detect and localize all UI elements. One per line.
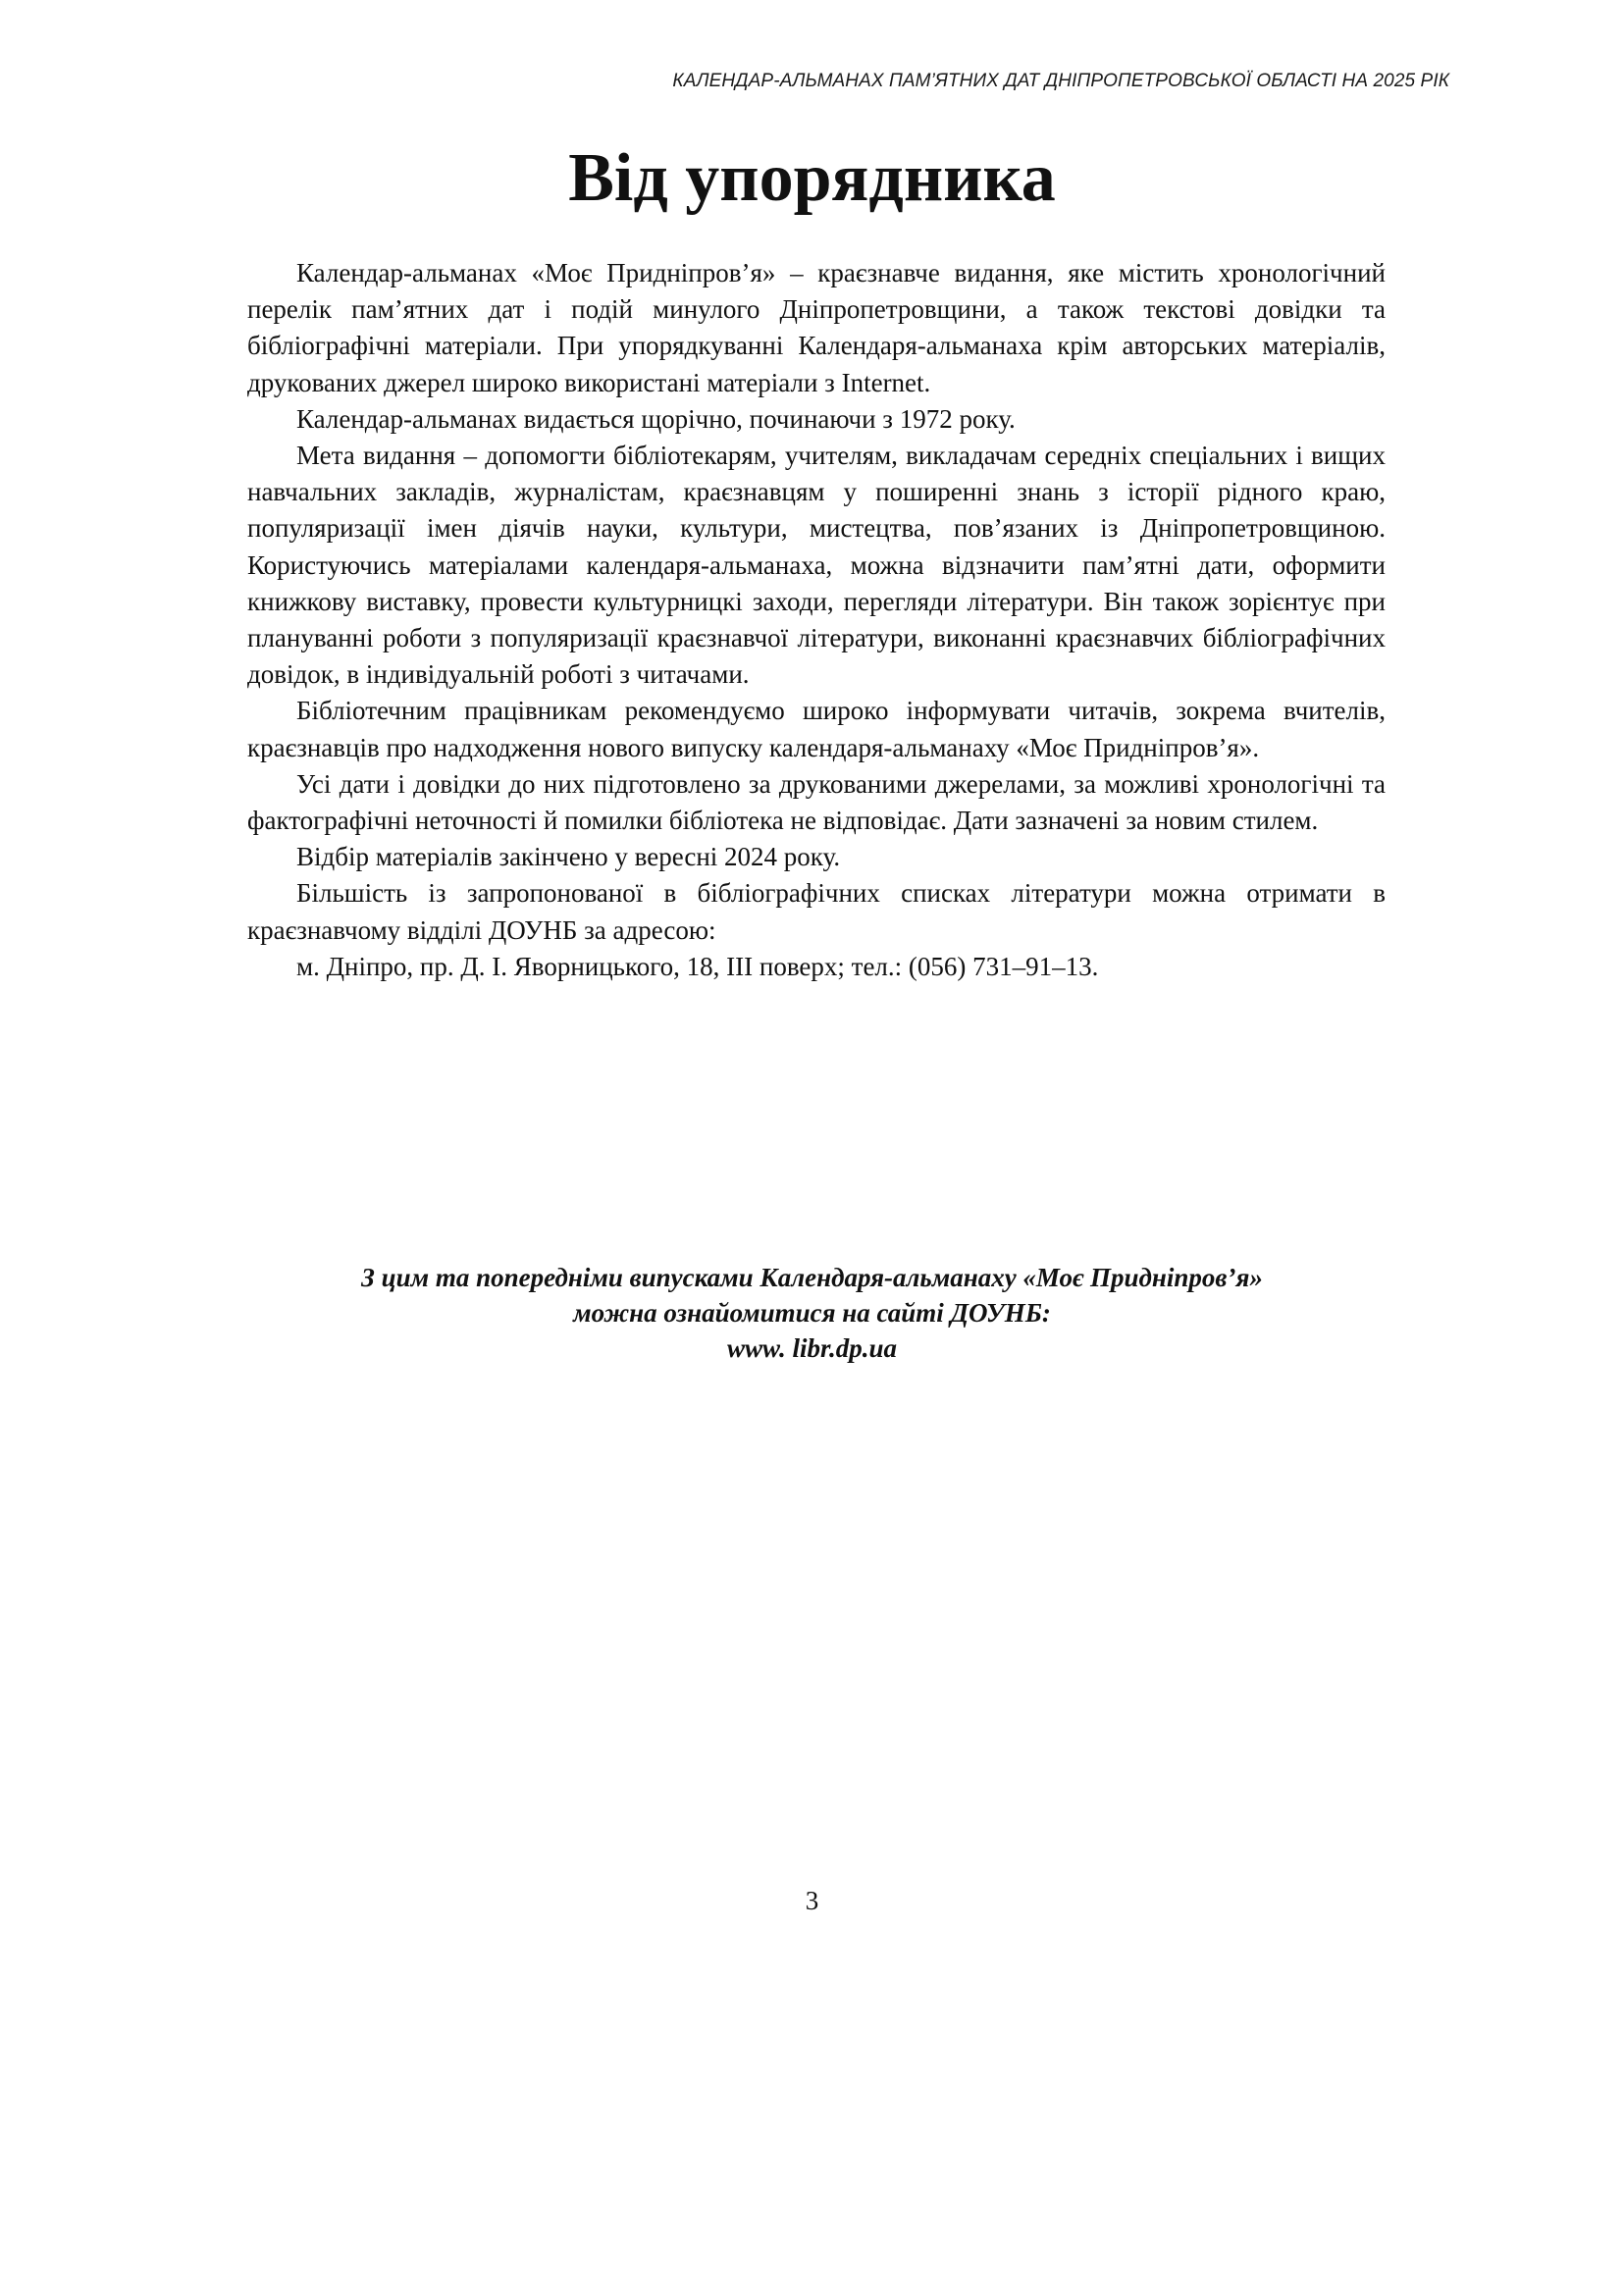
paragraph-availability: Більшість із запропонованої в бібліографічних списках літератури можна отримати в краєзнавчому відділі ДОУНБ за адресою: <box>247 878 1386 945</box>
website-url[interactable]: www. libr.dp.ua <box>726 1333 898 1363</box>
paragraph-disclaimer: Усі дати і довідки до них підготовлено за друкованими джерелами, за можливі хронологічні та фактографічні неточності й помилки бібліотека не відповідає. Дати зазначені за новим стилем. <box>247 768 1386 836</box>
page-number: 3 <box>805 1886 819 1915</box>
notice-line-1: З цим та попередніми випусками Календаря-альманаху «Моє Придніпров’я» <box>361 1263 1263 1292</box>
paragraph-publication-since: Календар-альманах видається щорічно, починаючи з 1972 року. <box>296 403 1016 434</box>
paragraph-recommendation: Бібліотечним працівникам рекомендуємо широко інформувати читачів, зокрема вчителів, краєзнавців про надходження нового випуску календаря-альманаху «Моє Придніпров’я». <box>247 696 1386 762</box>
paragraph-address: м. Дніпро, пр. Д. І. Яворницького, 18, ІІІ поверх; тел.: (056) 731–91–13. <box>296 951 1099 981</box>
body-text <box>247 255 1386 985</box>
running-header: КАЛЕНДАР-АЛЬМАНАХ ПАМ’ЯТНИХ ДАТ ДНІПРОПЕТРОВСЬКОЇ ОБЛАСТІ НА 2025 РІК <box>672 71 1449 91</box>
paragraph-selection-date: Відбір матеріалів закінчено у вересні 2024 року. <box>296 842 841 872</box>
paragraph-purpose: Мета видання – допомогти бібліотекарям, учителям, викладачам середніх спеціальних і вищих навчальних закладів, журналістам, краєзнавцям у поширенні знань з історії рідного краю, популяризації імен діячів науки, культури, мистецтва, пов’язаних із Дніпропетровщиною. Користуючись матеріалами календаря-альманаха, можна відзначити пам’ятні дати, оформити книжкову виставку, провести культурницкі заходи, перегляди літератури. Він також зорієнтує при плануванні роботи з популяризації краєзнавчої літератури, виконанні краєзнавчих бібліографічних довідок, в індивідуальній роботі з читачами. <box>247 441 1386 690</box>
paragraph-intro: Календар-альманах «Моє Придніпров’я» – краєзнавче видання, яке містить хронологічний перелік пам’ятних дат і подій минулого Дніпропетровщини, а також текстові довідки та бібліографічні матеріали. При упорядкуванні Календаря-альманаха крім авторських матеріалів, друкованих джерел широко використані матеріали з Internet. <box>247 258 1386 397</box>
notice-line-2: можна ознайомитися на сайті ДОУНБ: <box>573 1298 1051 1328</box>
website-notice <box>0 1260 1624 1366</box>
page-title: Від упорядника <box>568 140 1056 216</box>
